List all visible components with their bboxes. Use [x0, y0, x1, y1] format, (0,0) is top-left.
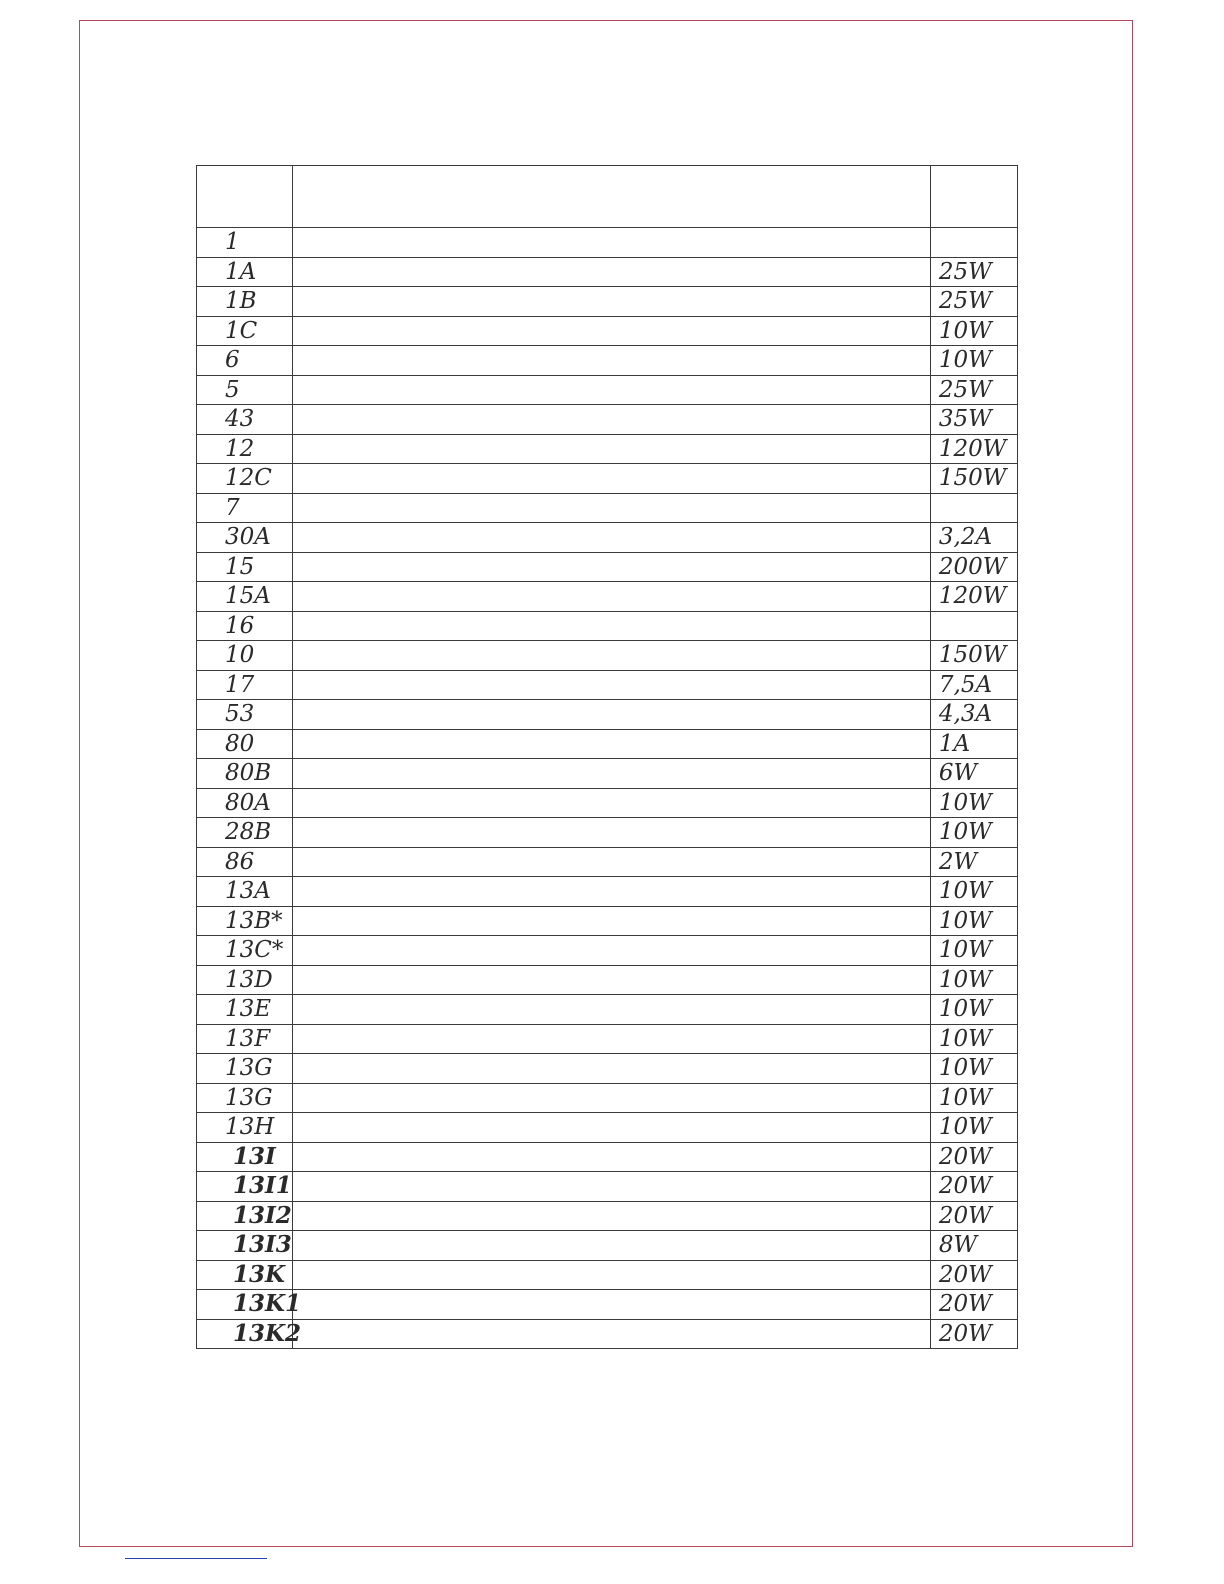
row-description-cell [293, 405, 931, 435]
row-code-cell: 12C [197, 464, 293, 494]
row-code-cell: 13E [197, 995, 293, 1025]
table-row [197, 228, 1018, 258]
table-row [197, 1083, 1018, 1113]
header-rating-cell [930, 166, 1017, 228]
row-description-cell [293, 346, 931, 376]
row-rating-cell: 20W [930, 1201, 1017, 1231]
row-rating-cell: 7,5A [930, 670, 1017, 700]
row-description-cell [293, 1231, 931, 1261]
row-description-cell [293, 1083, 931, 1113]
row-description-cell [293, 287, 931, 317]
row-rating-cell: 120W [930, 582, 1017, 612]
table-row [197, 818, 1018, 848]
table-header-row [197, 166, 1018, 228]
table-row [197, 464, 1018, 494]
table-row [197, 1172, 1018, 1202]
table-row [197, 493, 1018, 523]
row-rating-cell: 10W [930, 788, 1017, 818]
row-code-cell: 13I2 [197, 1201, 293, 1231]
table-row [197, 552, 1018, 582]
row-rating-cell: 20W [930, 1290, 1017, 1320]
row-rating-cell: 10W [930, 877, 1017, 907]
parts-table [196, 165, 1018, 1349]
row-code-cell: 13I1 [197, 1172, 293, 1202]
row-rating-cell: 1A [930, 729, 1017, 759]
table-row [197, 906, 1018, 936]
table-row [197, 1201, 1018, 1231]
table-row [197, 1054, 1018, 1084]
row-code-cell: 13H [197, 1113, 293, 1143]
row-description-cell [293, 818, 931, 848]
row-rating-cell: 20W [930, 1172, 1017, 1202]
row-code-cell: 43 [197, 405, 293, 435]
table-row [197, 346, 1018, 376]
row-description-cell [293, 257, 931, 287]
table-row [197, 847, 1018, 877]
header-code-cell [197, 166, 293, 228]
row-rating-cell: 150W [930, 464, 1017, 494]
row-description-cell [293, 1319, 931, 1349]
footnote-separator [125, 1558, 267, 1559]
table-row [197, 995, 1018, 1025]
row-rating-cell: 4,3A [930, 700, 1017, 730]
table-row [197, 641, 1018, 671]
table-row [197, 582, 1018, 612]
row-code-cell: 6 [197, 346, 293, 376]
row-code-cell: 13F [197, 1024, 293, 1054]
table-row [197, 1231, 1018, 1261]
row-rating-cell: 10W [930, 1054, 1017, 1084]
row-code-cell: 15 [197, 552, 293, 582]
row-description-cell [293, 995, 931, 1025]
row-description-cell [293, 552, 931, 582]
row-rating-cell: 150W [930, 641, 1017, 671]
table-row [197, 434, 1018, 464]
row-description-cell [293, 729, 931, 759]
row-description-cell [293, 464, 931, 494]
table-row [197, 611, 1018, 641]
row-code-cell: 28B [197, 818, 293, 848]
row-description-cell [293, 375, 931, 405]
row-description-cell [293, 906, 931, 936]
row-rating-cell: 10W [930, 1113, 1017, 1143]
row-description-cell [293, 316, 931, 346]
row-code-cell: 13A [197, 877, 293, 907]
table-row [197, 965, 1018, 995]
row-code-cell: 80A [197, 788, 293, 818]
row-code-cell: 13K2 [197, 1319, 293, 1349]
row-rating-cell: 10W [930, 906, 1017, 936]
row-code-cell: 15A [197, 582, 293, 612]
row-rating-cell [930, 228, 1017, 258]
table-row [197, 1024, 1018, 1054]
table-row [197, 877, 1018, 907]
row-code-cell: 13K [197, 1260, 293, 1290]
table-row [197, 316, 1018, 346]
row-code-cell: 7 [197, 493, 293, 523]
row-description-cell [293, 641, 931, 671]
row-code-cell: 13C* [197, 936, 293, 966]
table-row [197, 257, 1018, 287]
row-rating-cell: 6W [930, 759, 1017, 789]
row-code-cell: 13D [197, 965, 293, 995]
row-rating-cell: 25W [930, 375, 1017, 405]
table-row [197, 700, 1018, 730]
row-description-cell [293, 759, 931, 789]
row-description-cell [293, 847, 931, 877]
row-rating-cell: 10W [930, 936, 1017, 966]
row-rating-cell: 10W [930, 346, 1017, 376]
table-row [197, 670, 1018, 700]
row-rating-cell: 20W [930, 1319, 1017, 1349]
table-row [197, 729, 1018, 759]
row-description-cell [293, 936, 931, 966]
row-code-cell: 12 [197, 434, 293, 464]
row-description-cell [293, 1290, 931, 1320]
row-code-cell: 80 [197, 729, 293, 759]
table-row [197, 1290, 1018, 1320]
row-description-cell [293, 788, 931, 818]
row-rating-cell: 200W [930, 552, 1017, 582]
table-row [197, 287, 1018, 317]
row-rating-cell [930, 493, 1017, 523]
table-row [197, 405, 1018, 435]
row-code-cell: 13I3 [197, 1231, 293, 1261]
row-code-cell: 13K1 [197, 1290, 293, 1320]
row-rating-cell: 25W [930, 257, 1017, 287]
row-description-cell [293, 1201, 931, 1231]
row-rating-cell: 8W [930, 1231, 1017, 1261]
row-code-cell: 80B [197, 759, 293, 789]
row-code-cell: 10 [197, 641, 293, 671]
row-description-cell [293, 700, 931, 730]
row-rating-cell: 35W [930, 405, 1017, 435]
row-description-cell [293, 434, 931, 464]
table-row [197, 1113, 1018, 1143]
table-row [197, 788, 1018, 818]
table-row [197, 523, 1018, 553]
row-description-cell [293, 670, 931, 700]
table-row [197, 1260, 1018, 1290]
row-rating-cell: 10W [930, 995, 1017, 1025]
row-description-cell [293, 965, 931, 995]
parts-table-body [197, 166, 1018, 1349]
row-code-cell: 16 [197, 611, 293, 641]
row-description-cell [293, 611, 931, 641]
row-code-cell: 13I [197, 1142, 293, 1172]
row-code-cell: 30A [197, 523, 293, 553]
row-rating-cell [930, 611, 1017, 641]
row-rating-cell: 10W [930, 965, 1017, 995]
row-description-cell [293, 523, 931, 553]
row-rating-cell: 10W [930, 316, 1017, 346]
row-code-cell: 1A [197, 257, 293, 287]
row-description-cell [293, 582, 931, 612]
row-rating-cell: 20W [930, 1142, 1017, 1172]
row-code-cell: 1 [197, 228, 293, 258]
header-description-cell [293, 166, 931, 228]
row-rating-cell: 25W [930, 287, 1017, 317]
row-rating-cell: 120W [930, 434, 1017, 464]
row-code-cell: 13G [197, 1054, 293, 1084]
row-rating-cell: 20W [930, 1260, 1017, 1290]
row-rating-cell: 10W [930, 1083, 1017, 1113]
row-description-cell [293, 1054, 931, 1084]
row-code-cell: 17 [197, 670, 293, 700]
row-code-cell: 5 [197, 375, 293, 405]
row-description-cell [293, 877, 931, 907]
table-row [197, 759, 1018, 789]
row-description-cell [293, 228, 931, 258]
row-rating-cell: 10W [930, 1024, 1017, 1054]
row-code-cell: 13G [197, 1083, 293, 1113]
table-row [197, 375, 1018, 405]
row-code-cell: 53 [197, 700, 293, 730]
table-row [197, 1142, 1018, 1172]
row-description-cell [293, 1172, 931, 1202]
row-code-cell: 86 [197, 847, 293, 877]
row-rating-cell: 10W [930, 818, 1017, 848]
row-rating-cell: 2W [930, 847, 1017, 877]
row-code-cell: 1B [197, 287, 293, 317]
row-description-cell [293, 493, 931, 523]
row-rating-cell: 3,2A [930, 523, 1017, 553]
row-code-cell: 13B* [197, 906, 293, 936]
row-description-cell [293, 1024, 931, 1054]
table-row [197, 1319, 1018, 1349]
table-row [197, 936, 1018, 966]
row-code-cell: 1C [197, 316, 293, 346]
row-description-cell [293, 1142, 931, 1172]
row-description-cell [293, 1113, 931, 1143]
row-description-cell [293, 1260, 931, 1290]
